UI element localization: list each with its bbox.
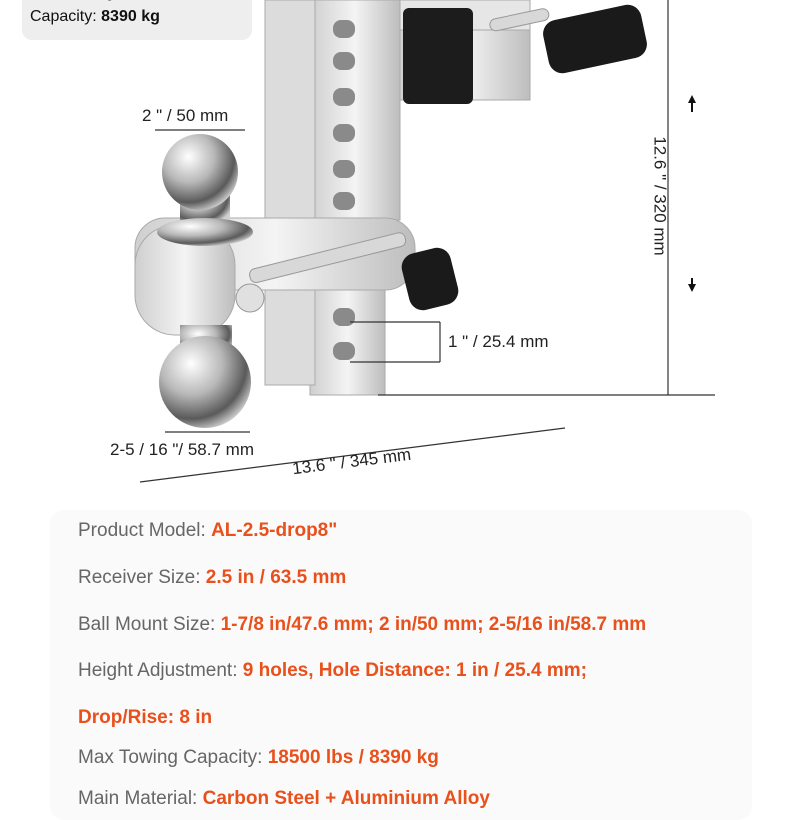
dim-hole-distance: 1 " / 25.4 mm: [448, 332, 549, 351]
dim-ball-bottom: 2-5 / 16 "/ 58.7 mm: [110, 440, 254, 459]
dim-length: 13.6 " / 345 mm: [291, 444, 413, 479]
vertical-shank: [265, 0, 400, 395]
spec-ball-mount-size: Ball Mount Size: 1-7/8 in/47.6 mm; 2 in/50 mm; 2-5/16 in/58.7 mm: [78, 614, 647, 635]
spec-main-material: Main Material: Carbon Steel + Aluminium Alloy: [78, 788, 490, 809]
ball-bottom: [159, 325, 251, 428]
dim-ball-top: 2 " / 50 mm: [142, 106, 229, 125]
ball-top: [157, 134, 253, 246]
spec-receiver-size: Receiver Size: 2.5 in / 63.5 mm: [78, 567, 347, 588]
spec-product-model: Product Model: AL-2.5-drop8": [78, 520, 338, 541]
spec-height-adjustment: Height Adjustment: 9 holes, Hole Distance: 1 in / 25.4 mm;: [78, 660, 587, 681]
spec-max-towing-capacity: Max Towing Capacity: 18500 lbs / 8390 kg: [78, 747, 439, 768]
badge-line-2: Capacity: 8390 kg: [30, 8, 160, 25]
dim-height: 12.6 " / 320 mm: [650, 136, 670, 256]
spec-drop-rise: Drop/Rise: 8 in: [78, 707, 213, 728]
